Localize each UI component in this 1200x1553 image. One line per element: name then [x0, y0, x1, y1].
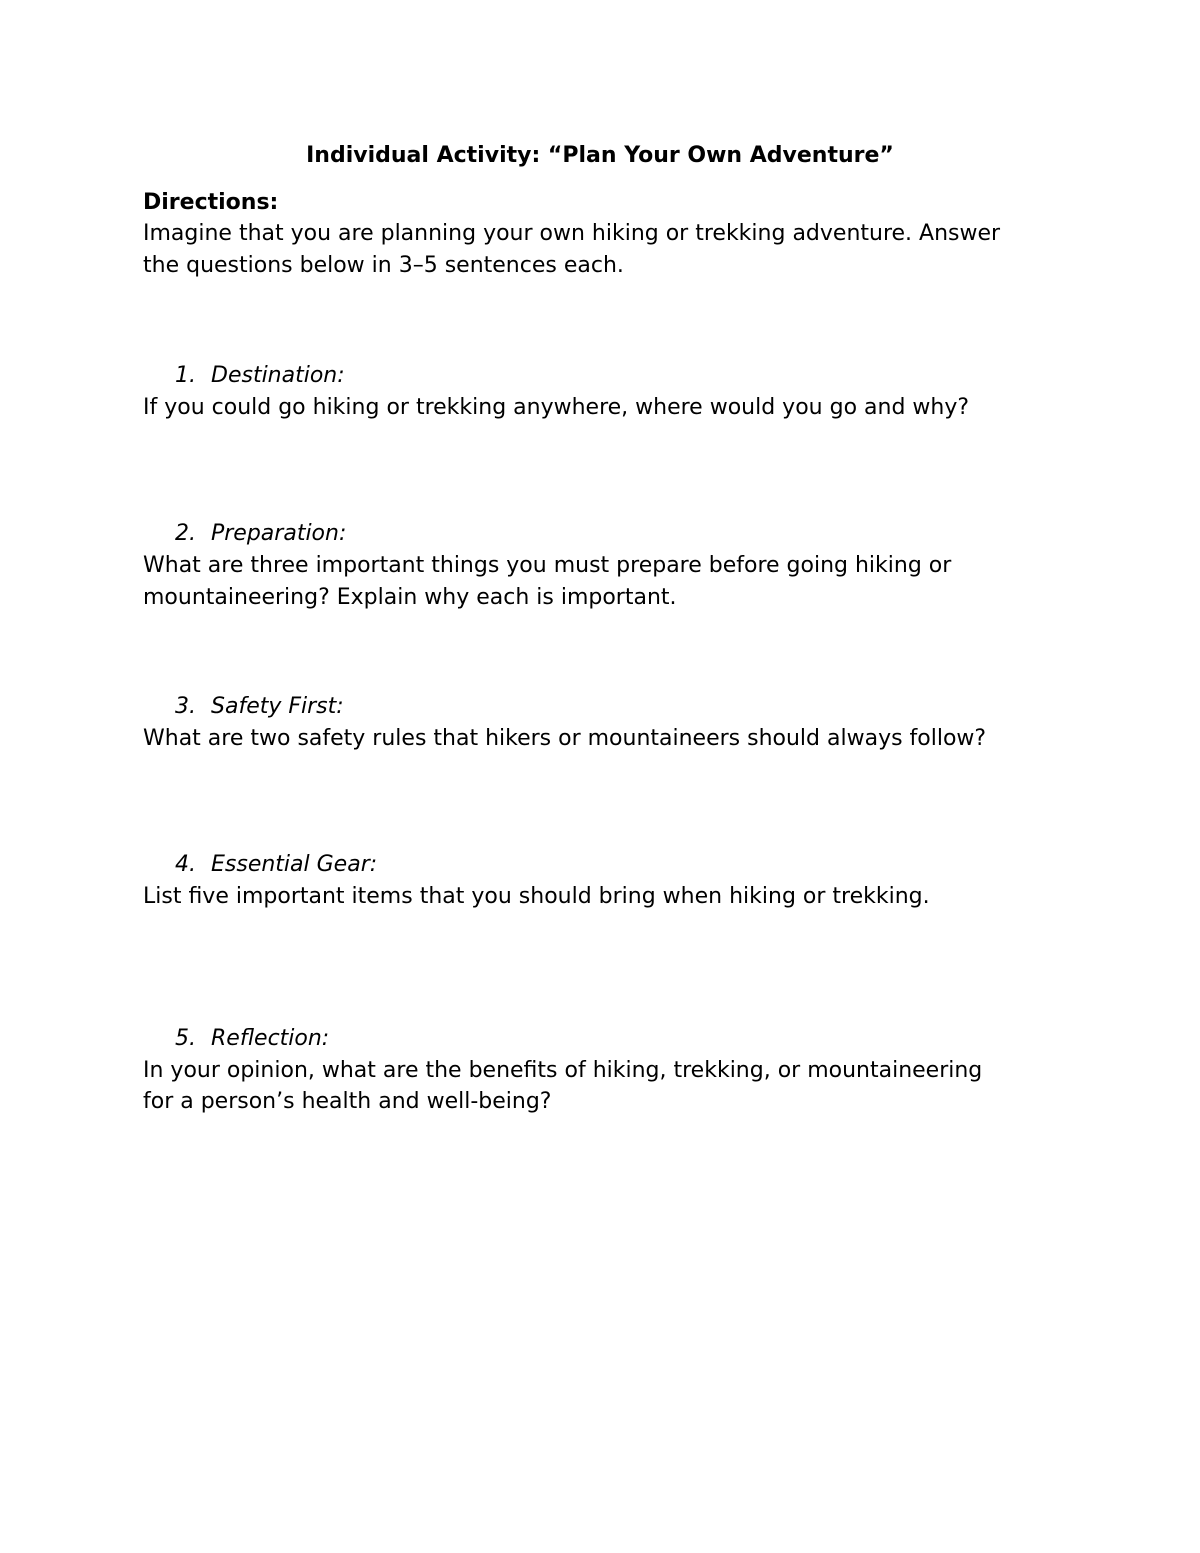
question-2-prompt: mountaineering? Explain why each is important. — [143, 585, 677, 610]
directions-line: Imagine that you are planning your own hiking or trekking adventure. Answer — [143, 221, 1001, 246]
question-title: Safety First: — [211, 694, 344, 719]
question-title: Essential Gear: — [211, 852, 378, 877]
question-1-prompt: If you could go hiking or trekking anywhere, where would you go and why? — [143, 395, 970, 420]
question-5-prompt: for a person’s health and well-being? — [143, 1089, 552, 1114]
question-2-prompt: What are three important things you must prepare before going hiking or — [143, 553, 952, 578]
question-number: 1. — [175, 363, 196, 388]
question-number: 3. — [175, 694, 196, 719]
question-number: 2. — [175, 521, 196, 546]
question-title: Reflection: — [211, 1026, 330, 1051]
question-3-prompt: What are two safety rules that hikers or mountaineers should always follow? — [143, 726, 987, 751]
question-1-heading — [175, 361, 345, 391]
directions-line: the questions below in 3–5 sentences each. — [143, 253, 624, 278]
page-title: Individual Activity: “Plan Your Own Adventure” — [306, 143, 894, 168]
directions-heading: Directions: — [143, 190, 279, 215]
question-title: Destination: — [211, 363, 345, 388]
question-title: Preparation: — [211, 521, 347, 546]
question-4-heading — [175, 850, 377, 880]
question-5-prompt: In your opinion, what are the benefits of hiking, trekking, or mountaineering — [143, 1058, 983, 1083]
question-3-heading — [175, 692, 344, 722]
question-2-heading — [175, 519, 346, 549]
question-4-prompt: List five important items that you should bring when hiking or trekking. — [143, 884, 930, 909]
question-5-heading — [175, 1024, 329, 1054]
question-number: 5. — [175, 1026, 196, 1051]
question-number: 4. — [175, 852, 196, 877]
